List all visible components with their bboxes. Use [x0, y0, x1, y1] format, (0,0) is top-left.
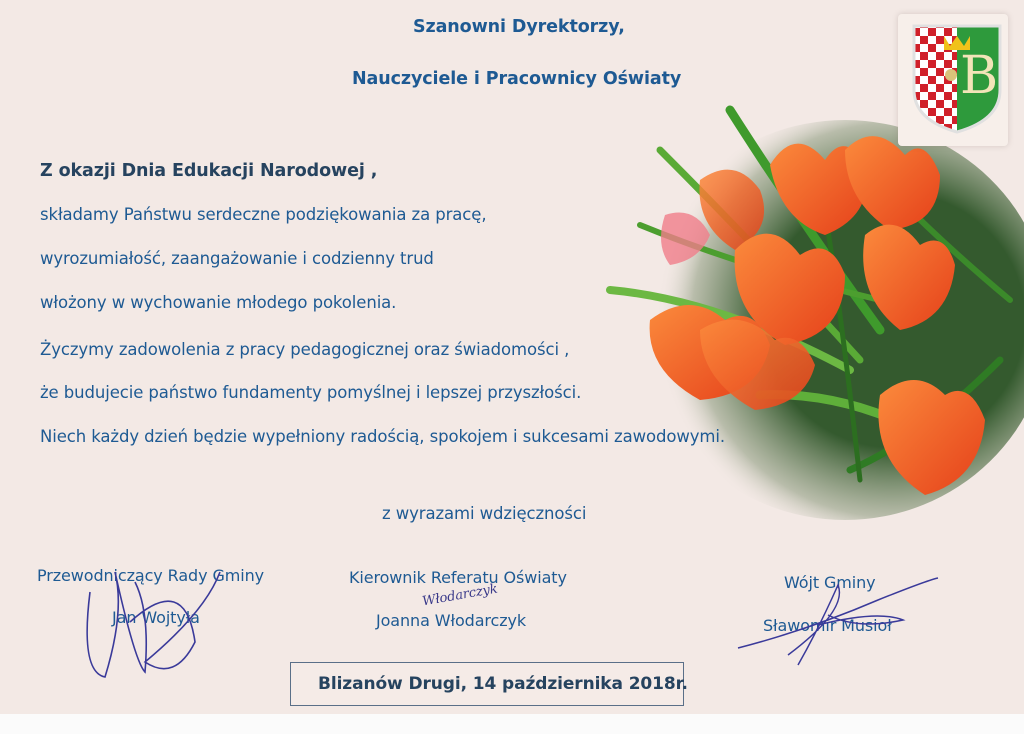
signatory-role: Wójt Gminy	[784, 573, 876, 592]
signatory-name: Sławomir Musioł	[763, 616, 892, 635]
signatory-name: Jan Wojtyła	[112, 608, 200, 627]
body-line: włożony w wychowanie młodego pokolenia.	[40, 293, 397, 312]
salutation-line-1: Szanowni Dyrektorzy,	[413, 17, 625, 37]
signature-handwriting-2: Włodarczyk	[421, 581, 499, 610]
body-line: że budujecie państwo fundamenty pomyślnej i lepszej przyszłości.	[40, 383, 582, 402]
signature-scribble-1	[75, 552, 235, 692]
emblem-letter: B	[960, 46, 999, 106]
closing-line: z wyrazami wdzięczności	[382, 504, 587, 523]
signatory-role: Przewodniczący Rady Gminy	[37, 566, 264, 585]
salutation-line-2: Nauczyciele i Pracownicy Oświaty	[352, 69, 682, 89]
opening-line: Z okazji Dnia Edukacji Narodowej ,	[40, 161, 378, 181]
body-line: składamy Państwu serdeczne podziękowania za pracę,	[40, 205, 487, 224]
body-line: Życzymy zadowolenia z pracy pedagogicznej oraz świadomości ,	[40, 340, 570, 359]
place-date: Blizanów Drugi, 14 października 2018r.	[318, 674, 688, 694]
signatory-role: Kierownik Referatu Oświaty	[349, 568, 567, 587]
signature-scribble-3	[728, 570, 948, 670]
signatory-name: Joanna Włodarczyk	[376, 611, 527, 630]
body-line: Niech każdy dzień będzie wypełniony radością, spokojem i sukcesami zawodowymi.	[40, 427, 726, 446]
body-line: wyrozumiałość, zaangażowanie i codzienny trud	[40, 249, 434, 268]
